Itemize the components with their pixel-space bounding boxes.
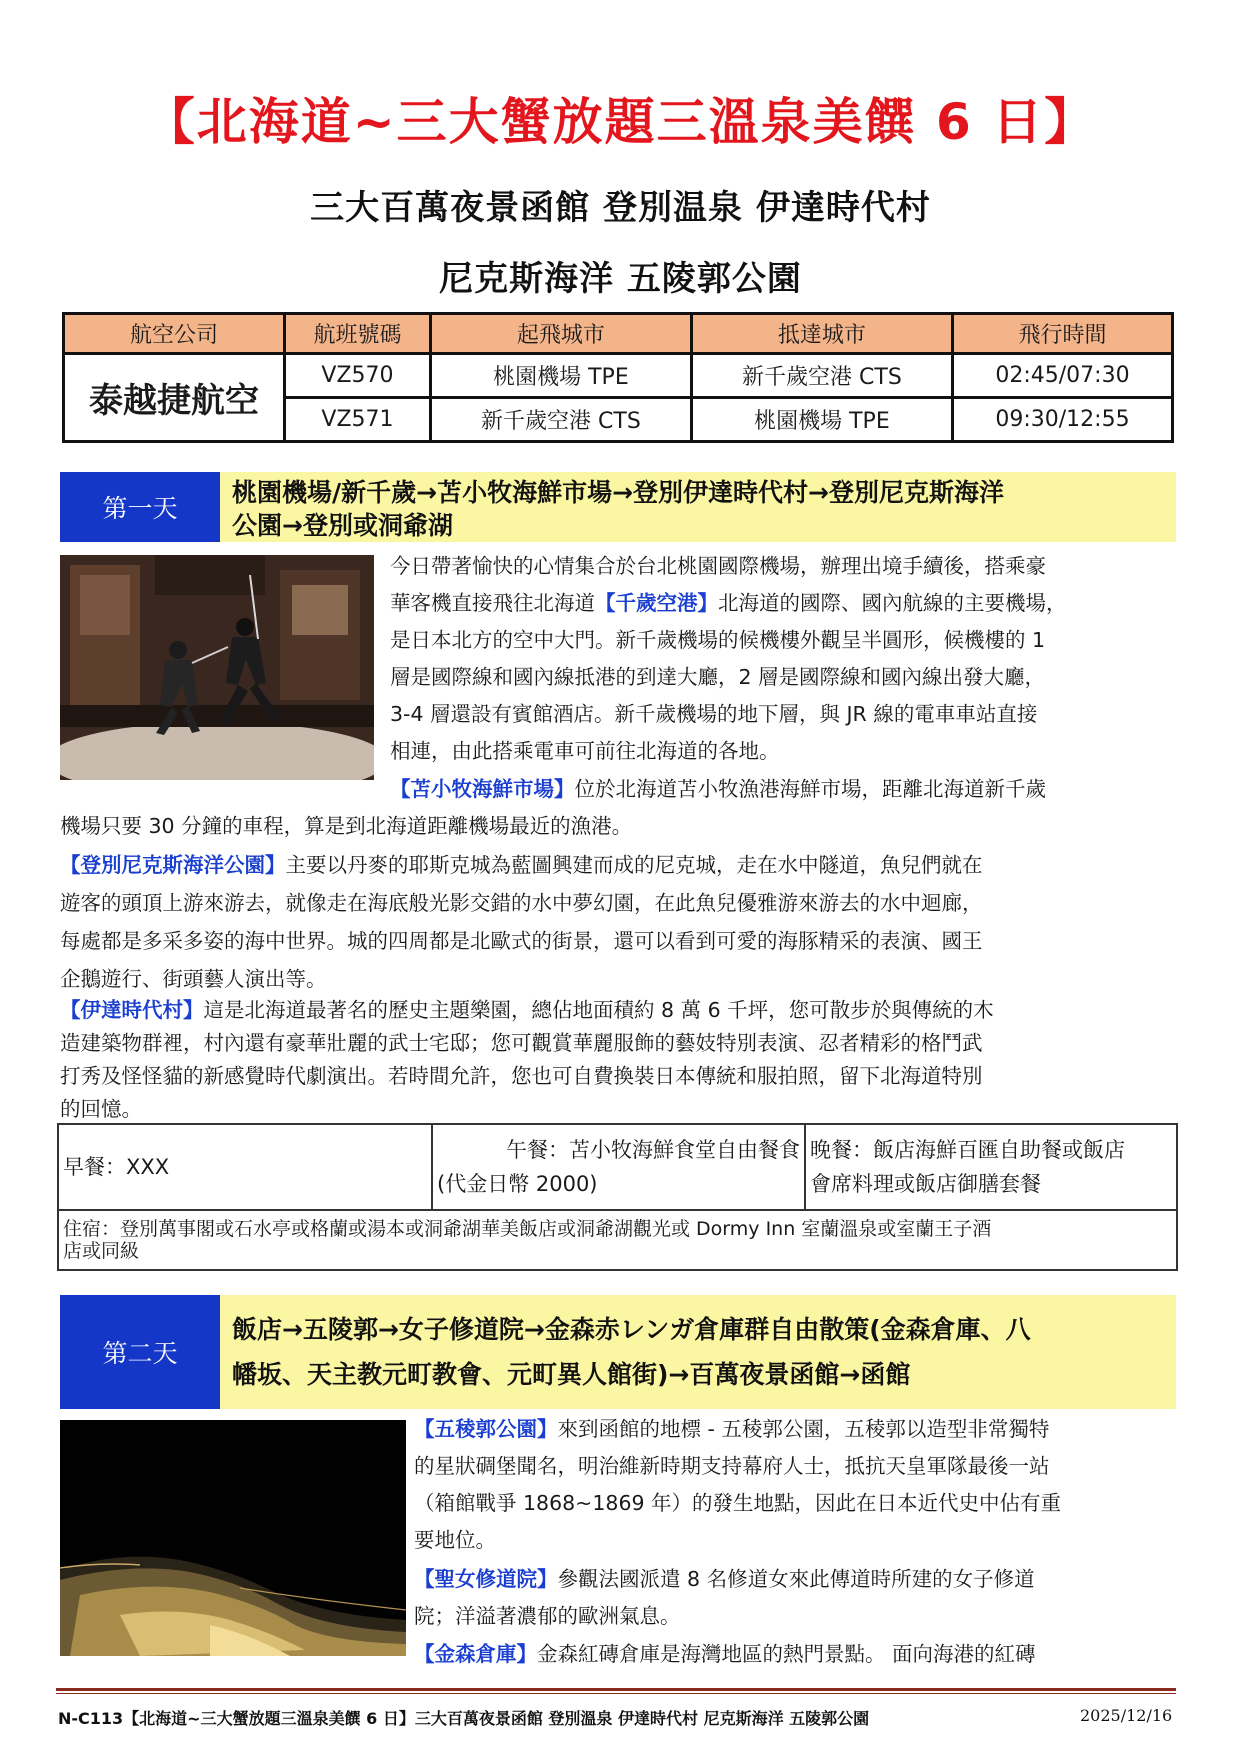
flight-table <box>62 312 1174 443</box>
tomakomai-paragraph-b <box>60 808 1178 845</box>
departure-city: 桃園機場 TPE <box>430 354 691 398</box>
text-line: 今日帶著愉快的心情集合於台北桃園國際機場，辦理出境手續後，搭乘豪 <box>390 554 1046 578</box>
text-line: 的星狀碉堡聞名，明治維新時期支持幕府人士，抵抗天皇軍隊最後一站 <box>414 1454 1050 1478</box>
subtitle-line1: 三大百萬夜景函館 登別温泉 伊達時代村 <box>310 188 931 228</box>
flight-no: VZ571 <box>285 398 431 442</box>
meals-row <box>58 1124 1177 1210</box>
text-line: 層是國際線和國內線抵港的到達大廳，2 層是國際線和國內線出發大廳， <box>390 665 1046 689</box>
day2-route-line1: 飯店→五陵郭→女子修道院→金森赤レンガ倉庫群自由散策(金森倉庫、八 <box>232 1315 1031 1344</box>
text-span: 位於北海道苫小牧漁港海鮮市場，距離北海道新千歲 <box>574 777 1046 801</box>
lodging-cell <box>58 1210 1177 1270</box>
breakfast-cell: 早餐：XXX <box>58 1124 432 1210</box>
header-flight-time: 飛行時間 <box>952 314 1172 354</box>
text-span: 參觀法國派遣 8 名修道女來此傳道時所建的女子修道 <box>557 1567 1035 1591</box>
highlight-nixe: 【登別尼克斯海洋公園】 <box>60 853 286 877</box>
hakodate-night-image <box>60 1420 406 1656</box>
goryokaku-paragraph <box>414 1411 1178 1559</box>
text-line: 3-4 層還設有賓館酒店。新千歲機場的地下層，與 JR 線的電車車站直接 <box>390 702 1038 726</box>
subtitle-line2: 尼克斯海洋 五陵郭公園 <box>439 259 802 299</box>
lodging-line1: 住宿：登別萬事閣或石水亭或格蘭或湯本或洞爺湖華美飯店或洞爺湖觀光或 Dormy Inn 室蘭溫泉或室蘭王子酒 <box>63 1218 992 1240</box>
page-title: 【北海道~三大蟹放題三溫泉美饌 6 日】 <box>144 93 1097 151</box>
text-line <box>414 1561 1178 1598</box>
kanemori-paragraph <box>414 1636 1178 1673</box>
header-arrival: 抵達城市 <box>691 314 952 354</box>
dinner-line1: 晚餐：飯店海鮮百匯自助餐或飯店 <box>810 1138 1125 1162</box>
text-line: 要地位。 <box>414 1528 496 1552</box>
day1-route <box>232 476 1168 542</box>
arrival-city: 新千歲空港 CTS <box>691 354 952 398</box>
text-span: 北海道的國際、國內航線的主要機場， <box>718 591 1067 615</box>
flight-table-header <box>64 314 1173 354</box>
text-span: 主要以丹麥的耶斯克城為藍圖興建而成的尼克城，走在水中隧道，魚兒們就在 <box>285 853 983 877</box>
text-line: 院；洋溢著濃郁的歐洲氣息。 <box>414 1604 681 1628</box>
text-line <box>390 771 1178 808</box>
dinner-line2: 會席料理或飯店御膳套餐 <box>810 1172 1041 1196</box>
footer-divider-thin <box>56 1693 1176 1694</box>
day2-header <box>60 1295 1176 1409</box>
nixe-paragraph <box>60 846 1178 998</box>
text-span: 華客機直接飛往北海道 <box>390 591 595 615</box>
text-line <box>414 1636 1178 1673</box>
hakodate-night-view-photo <box>60 1420 406 1656</box>
day2-route <box>232 1307 1168 1397</box>
text-line <box>414 1411 1178 1448</box>
tomakomai-paragraph-a <box>390 771 1178 808</box>
text-line <box>60 994 1178 1027</box>
ninja-show-image <box>60 555 374 780</box>
date-jidaimura-paragraph <box>60 994 1178 1126</box>
text-line: 相連，由此搭乘電車可前往北海道的各地。 <box>390 739 780 763</box>
highlight-goryokaku: 【五稜郭公園】 <box>414 1417 558 1441</box>
highlight-chitose: 【千歲空港】 <box>595 591 718 615</box>
arrival-city: 桃園機場 TPE <box>691 398 952 442</box>
departure-city: 新千歲空港 CTS <box>430 398 691 442</box>
lodging-line2: 店或同級 <box>63 1240 140 1262</box>
lunch-line2: (代金日幣 2000) <box>437 1172 598 1196</box>
header-departure: 起飛城市 <box>430 314 691 354</box>
convent-paragraph <box>414 1561 1178 1635</box>
text-line: （箱館戰爭 1868~1869 年）的發生地點，因此在日本近代史中佔有重 <box>414 1491 1062 1515</box>
text-line: 遊客的頭頂上游來游去，就像走在海底般光影交錯的水中夢幻園，在此魚兒優雅游來游去的水中迴廊， <box>60 891 983 915</box>
airline-name: 泰越捷航空 <box>64 354 285 442</box>
text-line <box>390 585 1178 622</box>
meals-table <box>57 1123 1178 1271</box>
flight-time: 02:45/07:30 <box>952 354 1172 398</box>
text-span: 來到函館的地標 - 五稜郭公園，五稜郭以造型非常獨特 <box>557 1417 1050 1441</box>
lunch-line1: 午餐：苫小牧海鮮食堂自由餐食 <box>506 1138 800 1162</box>
footer-date: 2025/12/16 <box>1080 1706 1173 1725</box>
highlight-date-jidaimura: 【伊達時代村】 <box>60 998 204 1022</box>
flight-time: 09:30/12:55 <box>952 398 1172 442</box>
day1-route-line1: 桃園機場/新千歲→苫小牧海鮮市場→登別伊達時代村→登別尼克斯海洋 <box>232 478 1004 507</box>
text-line: 企鵝遊行、街頭藝人演出等。 <box>60 967 327 991</box>
highlight-convent: 【聖女修道院】 <box>414 1567 558 1591</box>
text-line: 每處都是多采多姿的海中世界。城的四周都是北歐式的街景，還可以看到可愛的海豚精采的表演、國王 <box>60 929 983 953</box>
lodging-row <box>58 1210 1177 1270</box>
header-flight-no: 航班號碼 <box>285 314 431 354</box>
text-line: 打秀及怪怪貓的新感覺時代劇演出。若時間允許，您也可自費換裝日本傳統和服拍照，留下北海道特別 <box>60 1064 983 1088</box>
footer-text: N-C113【北海道~三大蟹放題三溫泉美饌 6 日】三大百萬夜景函館 登別溫泉 伊達時代村 尼克斯海洋 五陵郭公園 <box>58 1709 870 1728</box>
lunch-cell <box>432 1124 805 1210</box>
text-span: 這是北海道最著名的歷史主題樂園，總佔地面積約 8 萬 6 千坪，您可散步於與傳統的木 <box>203 998 994 1022</box>
text-line <box>60 846 1178 884</box>
day1-intro <box>390 548 1178 770</box>
text-line: 的回憶。 <box>60 1097 142 1121</box>
text-span: 金森紅磚倉庫是海灣地區的熱門景點。 面向海港的紅磚 <box>537 1642 1036 1666</box>
highlight-kanemori: 【金森倉庫】 <box>414 1642 537 1666</box>
footer-divider <box>56 1688 1176 1691</box>
text-line: 造建築物群裡，村內還有豪華壯麗的武士宅邸；您可觀賞華麗服飾的藝妓特別表演、忍者精彩的格鬥武 <box>60 1031 983 1055</box>
table-row <box>64 354 1173 398</box>
header-airline: 航空公司 <box>64 314 285 354</box>
ninja-show-photo <box>60 555 374 780</box>
text-line: 是日本北方的空中大門。新千歲機場的候機樓外觀呈半圓形，候機樓的 1 <box>390 628 1046 652</box>
day2-route-line2: 幡坂、天主教元町教會、元町異人館街)→百萬夜景函館→函館 <box>232 1360 911 1389</box>
day1-label: 第一天 <box>60 472 220 542</box>
day2-label: 第二天 <box>60 1295 220 1409</box>
highlight-tomakomai: 【苫小牧海鮮市場】 <box>390 777 575 801</box>
day1-route-line2: 公園→登別或洞爺湖 <box>232 511 453 540</box>
dinner-cell <box>805 1124 1177 1210</box>
text-line: 機場只要 30 分鐘的車程，算是到北海道距離機場最近的漁港。 <box>60 814 633 838</box>
day1-header <box>60 472 1176 542</box>
flight-no: VZ570 <box>285 354 431 398</box>
